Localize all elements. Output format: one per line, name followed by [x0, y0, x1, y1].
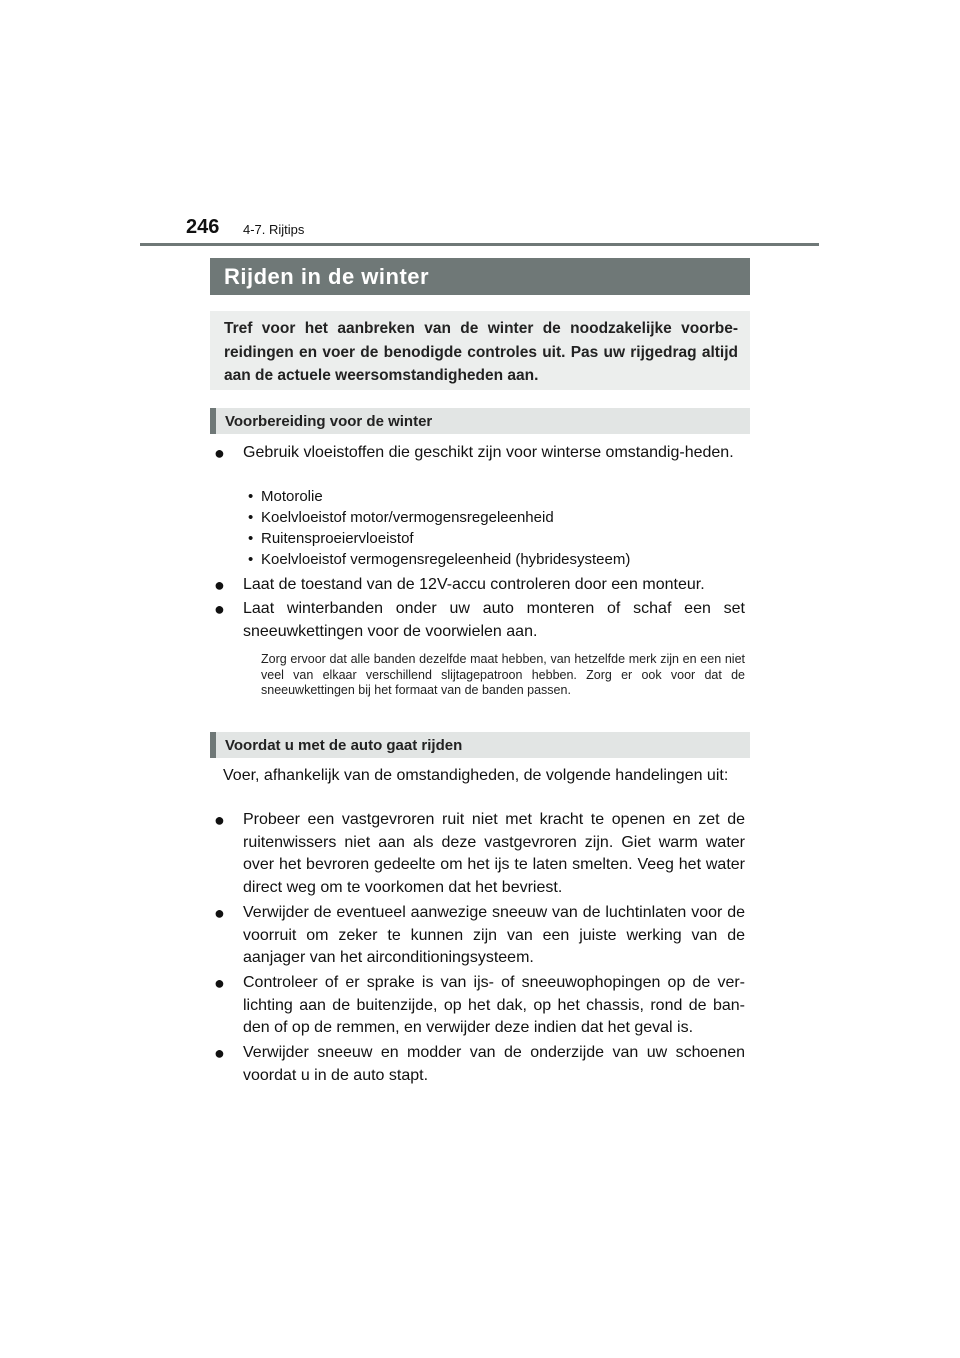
bullet-dot-icon: ● [214, 575, 225, 595]
bullet-item [214, 442, 745, 465]
page-title: Rijden in de winter [224, 263, 430, 289]
sub-item-text: Ruitensproeiervloeistof [261, 530, 414, 547]
sub-item-text: Koelvloeistof motor/vermogensregeleenheid [261, 509, 554, 526]
bullet-item [214, 598, 745, 643]
bullet-text: Verwijder sneeuw en modder van de onderzijde van uw schoenen voordat u in de auto stapt. [243, 1044, 745, 1084]
bullet-text: Verwijder de eventueel aanwezige sneeuw van de luchtinlaten voor de voorruit om zeker te kunnen zijn van een juiste werking van de aanjager van het airconditioningsysteem. [243, 904, 745, 966]
sub-item [248, 528, 414, 549]
page-number: 246 [186, 216, 220, 238]
bullet-dot-icon: ● [214, 903, 225, 923]
sub-bullet-icon: • [248, 509, 254, 526]
sub-item [248, 549, 630, 570]
sub-item [248, 486, 323, 507]
bullet-item [214, 809, 745, 899]
bullet-text: Controleer of er sprake is van ijs- of sneeuwophopingen op de ver-lichting aan de buitenzijde, op het dak, op het chassis, rond de ban-den of op de remmen, en verwijder deze indien dat het geval is. [243, 974, 745, 1036]
sub-item-text: Koelvloeistof vermogensregeleenheid (hybridesysteem) [261, 551, 631, 568]
bullet-item [214, 902, 745, 970]
bullet-text: Probeer een vastgevroren ruit niet met kracht te openen en zet de ruitenwissers niet aan als deze vastgevroren zijn. Giet warm water over het bevroren gedeelte om het ijs te laten smelten. Veeg het water direct weg om te voorkomen dat het bevriest. [243, 811, 745, 896]
bullet-dot-icon: ● [214, 599, 225, 619]
sub-heading-preparation: Voorbereiding voor de winter [210, 408, 750, 434]
title-band [210, 258, 750, 295]
bullet-dot-icon: ● [214, 973, 225, 993]
sub-bullet-icon: • [248, 551, 254, 568]
bullet-dot-icon: ● [214, 443, 225, 463]
sub-bullet-icon: • [248, 530, 254, 547]
section-label: 4-7. Rijtips [243, 222, 305, 237]
bullet-text: Laat winterbanden onder uw auto monteren of schaf een set sneeuwkettingen voor de voorwielen aan. [243, 600, 745, 640]
sub-item [248, 507, 554, 528]
bullet-item [214, 972, 745, 1040]
bullet-item [214, 574, 745, 597]
bullet-dot-icon: ● [214, 810, 225, 830]
sub-item-text: Motorolie [261, 488, 323, 505]
intro-box: Tref voor het aanbreken van de winter de noodzakelijke voorbe-reidingen en voer de benodigde controles uit. Pas uw rijgedrag altijd aan de actuele weersomstandigheden aan. [210, 311, 750, 390]
bullet-dot-icon: ● [214, 1043, 225, 1063]
bullet-text: Laat de toestand van de 12V-accu controleren door een monteur. [243, 576, 705, 593]
tyre-note: Zorg ervoor dat alle banden dezelfde maat hebben, van hetzelfde merk zijn en een niet veel van elkaar verschillend slijtagepatroon hebben. Zorg er ook voor dat de sneeuwkettingen bij het formaat van de banden passen. [261, 652, 745, 697]
bullet-text: Gebruik vloeistoffen die geschikt zijn voor winterse omstandig-heden. [243, 444, 734, 461]
header-rule [140, 243, 819, 246]
sub-bullet-icon: • [248, 488, 254, 505]
bullet-item [214, 1042, 745, 1087]
sub-heading-before-driving: Voordat u met de auto gaat rijden [210, 732, 750, 758]
section-intro-text: Voer, afhankelijk van de omstandigheden, de volgende handelingen uit: [223, 767, 729, 784]
